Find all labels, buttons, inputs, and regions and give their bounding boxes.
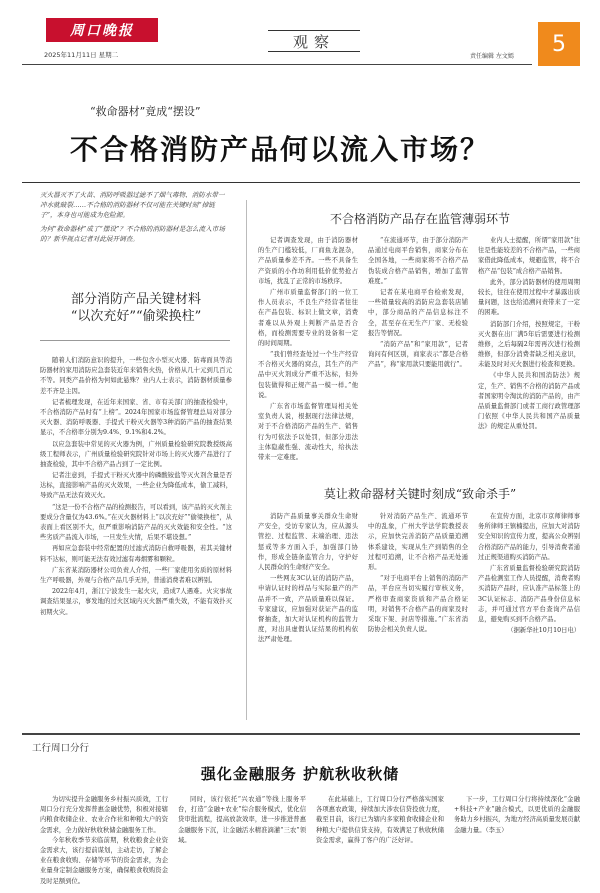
- section-2-body-col2: [368, 236, 468, 371]
- section-2-body-col1: [258, 236, 358, 464]
- section-3-body-col3: [478, 512, 580, 637]
- body-paragraph: “对于电商平台上销售的消防产品，平台应当切实履行审核义务，严格审查商家资质和产品合格证明，对销售不合格产品的商家及时采取下架、封店等措施。”广东省消防协会相关负责人说。: [368, 575, 468, 634]
- body-paragraph: 消防产品质量事关群众生命财产安全，受访专家认为，应从源头管控、过程监管、末端治理、违法惩戒等多方面入手，加强部门协作，形成全链条监管合力，守护好人民群众的生命财产安全。: [258, 513, 358, 571]
- body-paragraph: 业内人士提醒，所谓“家用款”往往是性能较差的不合格产品，一些商家借此降低成本，规避监管，将不合格产品“包装”成合格产品销售。: [478, 237, 580, 275]
- header-divider: [22, 64, 532, 65]
- bottom-story-col3: [316, 795, 444, 846]
- section-2-title: 不合格消防产品存在监管薄弱环节: [329, 212, 510, 226]
- body-paragraph: 2022年4月，浙江宁波发生一起火灾，造成7人遇难。火灾事故调查结果显示，事发地的过火区域内灭火器严重失效，不能有效扑灭初期火灾。: [40, 588, 232, 616]
- body-paragraph: “消防产品”和“家用款”，记者询问有何区别，商家表示“都是合格产品”，称“家用款只要能用就行”。: [368, 340, 468, 369]
- column-divider: [246, 200, 247, 720]
- body-paragraph: 广东省某消防器材公司负责人介绍，一些厂家使用劣质的原材料生产呼吸器，外观与合格产品几乎无异，普通消费者难以辨别。: [40, 566, 232, 584]
- body-paragraph: “我们曾经查处过一个生产经营不合格灭火器的窝点，其生产的产品中灭火剂成分严重不达标，但外包装做得和正规产品一模一样。”他说。: [258, 351, 358, 399]
- section-title: 观察: [268, 30, 360, 52]
- masthead-logo: 周口晚报: [46, 18, 158, 42]
- section-1-title-line: “以次充好”“偷梁换柱”: [70, 308, 202, 324]
- section-3-title: 莫让救命器材关键时刻成“致命杀手”: [323, 487, 517, 501]
- body-paragraph: 记者梳理发现，在近年来国家、省、市有关部门的抽查检验中，不合格消防产品时有“上榜”。2024年国家市场监督管理总局对部分灭火器、消防呼吸器、手提式干粉灭火器等3种消防产品的抽查结果显示，不合格率分别为9.4%、9.1%和4.2%。: [40, 398, 232, 437]
- section-2-body-col3: [478, 236, 580, 434]
- intro-paragraph: 为何“救命器材”成了“摆设”？不合格的消防器材是怎么流入市场的？新华视点记者对此展开调查。: [40, 224, 225, 243]
- section-3-body-col1: [258, 512, 358, 646]
- body-paragraph: 在宣传方面，北京市京师律师事务所律师王镇楠提出，应加大对消防安全知识的宣传力度，提高公众辨别合格消防产品的能力，引导消费者通过正规渠道购买消防产品。: [478, 513, 580, 561]
- body-paragraph: 下一步，工行周口分行将持续深化“金融+科技+产业”融合模式，以更优质的金融服务助力乡村振兴，为地方经济高质量发展贡献金融力量。（李玉）: [454, 796, 580, 834]
- body-paragraph: 在此基础上，工行周口分行严格落实国家各项惠农政策，持续加大涉农信贷投放力度，截至目前，该行已为辖内多家粮食收储企业和种粮大户提供信贷支持，有效满足了秋收秋储资金需求，赢得了客户的广泛好评。: [316, 796, 444, 844]
- body-paragraph: 《中华人民共和国消防法》规定，生产、销售不合格的消防产品或者国家明令淘汰的消防产品的，由产品质量监督部门或者工商行政管理部门依照《中华人民共和国产品质量法》的规定从重处罚。: [478, 372, 580, 431]
- section-1-body: [40, 356, 232, 619]
- bottom-story-title: 强化金融服务 护航秋收秋储: [200, 765, 400, 783]
- body-paragraph: 广州市质量监督部门的一位工作人员表示，不良生产经营者往往在产品包装、标识上做文章，消费者难以从外观上判断产品是否合格，而检测需要专业的设备和一定的时间周期。: [258, 288, 358, 347]
- body-paragraph: 记者注意到，手提式干粉灭火器中的磷酸铵盐等灭火剂含量是否达标，直接影响产品的灭火效果，一些企业为降低成本，偷工减料，导致产品无法有效灭火。: [40, 472, 232, 500]
- intro-paragraph: 灭火器灭不了火苗、消防呼吸器过滤不了烟气毒物、消防水带一冲水就破裂……不合格的消防器材不仅可能在关键时刻“掉链子”，本身也可能成为危险源。: [40, 191, 225, 220]
- body-paragraph: 针对消防产品生产、流通环节中的乱象，广州大学法学院教授表示，应加快完善消防产品质量追溯体系建设，实现从生产到销售的全过程可追溯，让不合格产品无处遁形。: [368, 513, 468, 571]
- article-headline: 不合格消防产品何以流入市场？: [70, 133, 491, 166]
- body-paragraph: 此外，部分消防器材的使用周期较长，往往在使用过程中才暴露出质量问题，这也给追溯问责带来了一定的困难。: [478, 278, 580, 317]
- body-paragraph: 同时，该行依托“兴农通”等线上服务平台，打造“金融+农业”综合服务模式，优化信贷审批流程，提高放款效率，进一步推进普惠金融服务下沉，让金融活水精准滴灌“三农”领域。: [178, 796, 306, 844]
- body-paragraph: 消防部门介绍，按照规定，干粉灭火器在出厂满5年后需要进行检测维修，之后每隔2年需再次进行检测维修，但部分消费者缺乏相关意识，未能及时对灭火器进行检查和更换。: [478, 320, 580, 369]
- article-source: （据新华社10月10日电）: [507, 627, 580, 635]
- section-1-title: [36, 292, 236, 326]
- page-number: 5: [538, 22, 580, 66]
- issue-date: 2025年11月11日 星期二: [44, 51, 119, 59]
- editor-credit: 责任编辑 左文嫣: [470, 53, 514, 60]
- bottom-story-tag: 工行周口分行: [32, 743, 90, 754]
- bottom-story-col2: [178, 795, 306, 846]
- page-header: [0, 0, 600, 70]
- body-paragraph: 记者调查发现，由于消防器材的生产门槛较低，厂商鱼龙混杂，产品质量参差不齐。一些不具备生产资质的小作坊利用低价优势抢占市场，扰乱了正常的市场秩序。: [258, 237, 358, 285]
- body-paragraph: “在流通环节，由于部分消防产品通过电商平台销售，商家分布在全国各地，一些商家将不合格产品伪装成合格产品销售，增加了监管难度。”: [368, 237, 468, 285]
- bottom-story-col1: [40, 795, 168, 887]
- body-paragraph: 随着人们消防意识的提升，一些包含小型灭火器、防毒面具等消防器材的家用消防应急套装近年来销售火热，价格从几十元到几百元不等。同类产品价格为何如此悬殊？业内人士表示，消防器材质量参差不齐是主因。: [40, 357, 232, 395]
- body-paragraph: 广东省质量监督检验研究院消防产品检测室工作人员提醒，消费者购买消防产品时，应认准产品标签上的3C认证标志、消防产品身份信息标志，并可通过官方平台查询产品信息，避免购买到不合格产品。: [478, 564, 580, 623]
- article-intro: [40, 190, 230, 247]
- body-paragraph: 今年秋收季节来临前期，秋收粮食企业资金需求大，该行提前谋划，主动走访，了解企业在粮食收购、存储等环节的资金需求，为企业量身定制金融服务方案，确保粮食收购资金及时足额到位。: [40, 836, 168, 885]
- section-1-title-line: 部分消防产品关键材料: [70, 292, 201, 307]
- article-kicker: “救命器材”竟成“摆设”: [90, 105, 201, 118]
- section-1-divider: [40, 340, 230, 341]
- body-paragraph: 以应急套装中常见的灭火器为例，广州质量检验研究院教授级高级工程师表示，广州质量检验研究院针对市场上的灭火器产品进行了抽查检验，其中不合格产品占到了一定比例。: [40, 440, 232, 468]
- body-paragraph: 广东省市场监督管理局相关处室负责人说，根据现行法律法规，对于不合格消防产品的生产、销售行为可依法予以处罚，但部分违法主体隐蔽性强、流动性大，给执法带来一定难度。: [258, 403, 358, 461]
- section-3-body-col2: [368, 512, 468, 636]
- body-paragraph: 一些网友3C认证的消防产品，申请认证时的样品与实际量产的产品并不一致，产品质量难以保证。专家建议，应加强对获证产品的监督抽查，加大对认证机构的监管力度，对出具虚假认证结果的机构依法严肃处理。: [258, 575, 358, 644]
- body-paragraph: “这是一份不合格产品的检测报告，可以看到，该产品的灭火剂主要成分含量仅为43.6%。”在灭火器材料上“以次充好”“偷梁换柱”，从表面上看区别不大，但严重影响消防产品的灭火效能和安全性。“这些劣质产品流入市场，一旦发生火情，后果不堪设想。”: [40, 503, 232, 542]
- body-paragraph: 为切实提升金融服务乡村振兴质效，工行周口分行充分发挥普惠金融优势，积极对接辖内粮食收储企业、农业合作社和种粮大户的资金需求，全力做好秋收秋储金融服务工作。: [40, 796, 168, 834]
- body-paragraph: 再如应急套装中经常配置的过滤式消防自救呼吸器，若其关键材料不达标，则可能无法有效过滤有毒烟雾和颗粒。: [40, 545, 232, 563]
- bottom-story-col4: [454, 795, 580, 836]
- body-paragraph: 记者在某电商平台检索发现，一些销量较高的消防应急套装店铺中，部分商品的产品信息标注不全，甚至存在无生产厂家、无检验报告等情况。: [368, 288, 468, 337]
- headline-divider: [22, 182, 580, 183]
